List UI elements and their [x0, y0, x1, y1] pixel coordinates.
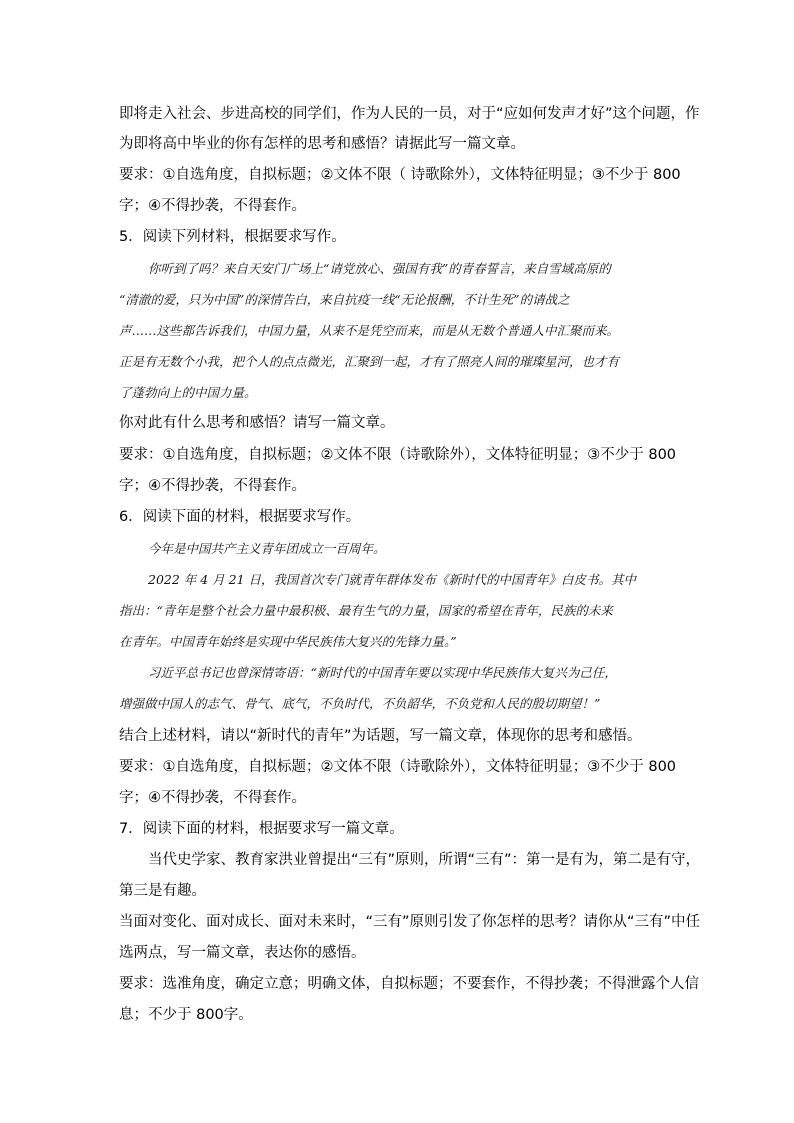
q7-material-line: 第三是有趣。 [119, 883, 206, 899]
q6-material-line: 今年是中国共产主义青年团成立一百周年。 [148, 541, 386, 556]
requirement-line: 字；④不得抄袭，不得套作。 [119, 198, 306, 214]
q6-material-line: 在青年。中国青年始终是实现中华民族伟大复兴的先锋力量。” [119, 634, 457, 649]
prompt-line: 为即将高中毕业的你有怎样的思考和感悟？请据此写一篇文章。 [119, 136, 525, 152]
requirement-line: 息；不少于 800字。 [119, 1007, 253, 1023]
q6-material-line: 2022 年 4 月 21 日，我国首次专门就青年群体发布《新时代的中国青年》白皮书。其中 [148, 572, 637, 587]
requirement-line: 字；④不得抄袭，不得套作。 [119, 478, 306, 494]
q6-material-line: 习近平总书记也曾深情寄语：“新时代的中国青年要以实现中华民族伟大复兴为己任， [148, 665, 617, 680]
question-5-heading: 5．阅读下列材料，根据要求写作。 [119, 229, 346, 245]
q5-material-line: 正是有无数个小我，把个人的点点微光，汇聚到一起，才有了照亮人间的璀璨星河，也才有 [119, 354, 620, 369]
q6-material-line: 指出：“青年是整个社会力量中最积极、最有生气的力量，国家的希望在青年，民族的未来 [119, 603, 613, 618]
q5-material-line: 声……这些都告诉我们，中国力量，从来不是凭空而来，而是从无数个普通人中汇聚而来。 [119, 323, 620, 338]
requirement-line: 要求：①自选角度，自拟标题；②文体不限（诗歌除外），文体特征明显；③不少于 800 [119, 447, 677, 463]
q6-prompt: 结合上述材料，请以“新时代的青年”为话题，写一篇文章，体现你的思考和感悟。 [119, 728, 642, 744]
q5-material-line: 你听到了吗？来自天安门广场上“请党放心、强国有我”的青春誓言，来自雪域高原的 [148, 261, 611, 276]
prompt-line: 即将走入社会、步进高校的同学们，作为人民的一员，对于“应如何发声才好”这个问题，作 [119, 106, 700, 122]
requirement-line: 要求：①自选角度，自拟标题；②文体不限（ 诗歌除外），文体特征明显；③不少于 800 [119, 167, 681, 183]
requirement-line: 字；④不得抄袭，不得套作。 [119, 790, 306, 806]
q7-material-line: 当代史学家、教育家洪业曾提出“三有”原则，所谓“三有”：第一是有为，第二是有守， [148, 852, 701, 868]
q6-material-line: 增强做中国人的志气、骨气、底气，不负时代，不负韶华，不负党和人民的殷切期望！” [119, 696, 601, 711]
q5-material-line: “清澈的爱，只为中国”的深情告白，来自抗疫一线“无论报酬，不计生死”的请战之 [119, 292, 570, 307]
requirement-line: 要求：①自选角度，自拟标题；②文体不限（诗歌除外），文体特征明显；③不少于 800 [119, 759, 677, 775]
requirement-line: 要求：选准角度，确定立意；明确文体，自拟标题；不要套作，不得抄袭；不得泄露个人信 [119, 976, 699, 992]
q7-prompt-line: 选两点，写一篇文章，表达你的感悟。 [119, 945, 366, 961]
q5-material-line: 了蓬勃向上的中国力量。 [119, 385, 257, 400]
question-6-heading: 6．阅读下面的材料，根据要求写作。 [119, 509, 361, 525]
q5-prompt: 你对此有什么思考和感悟？请写一篇文章。 [119, 415, 395, 431]
question-7-heading: 7．阅读下面的材料，根据要求写一篇文章。 [119, 821, 404, 837]
q7-prompt-line: 当面对变化、面对成长、面对未来时，“三有”原则引发了你怎样的思考？请你从“三有”中任 [119, 914, 701, 930]
